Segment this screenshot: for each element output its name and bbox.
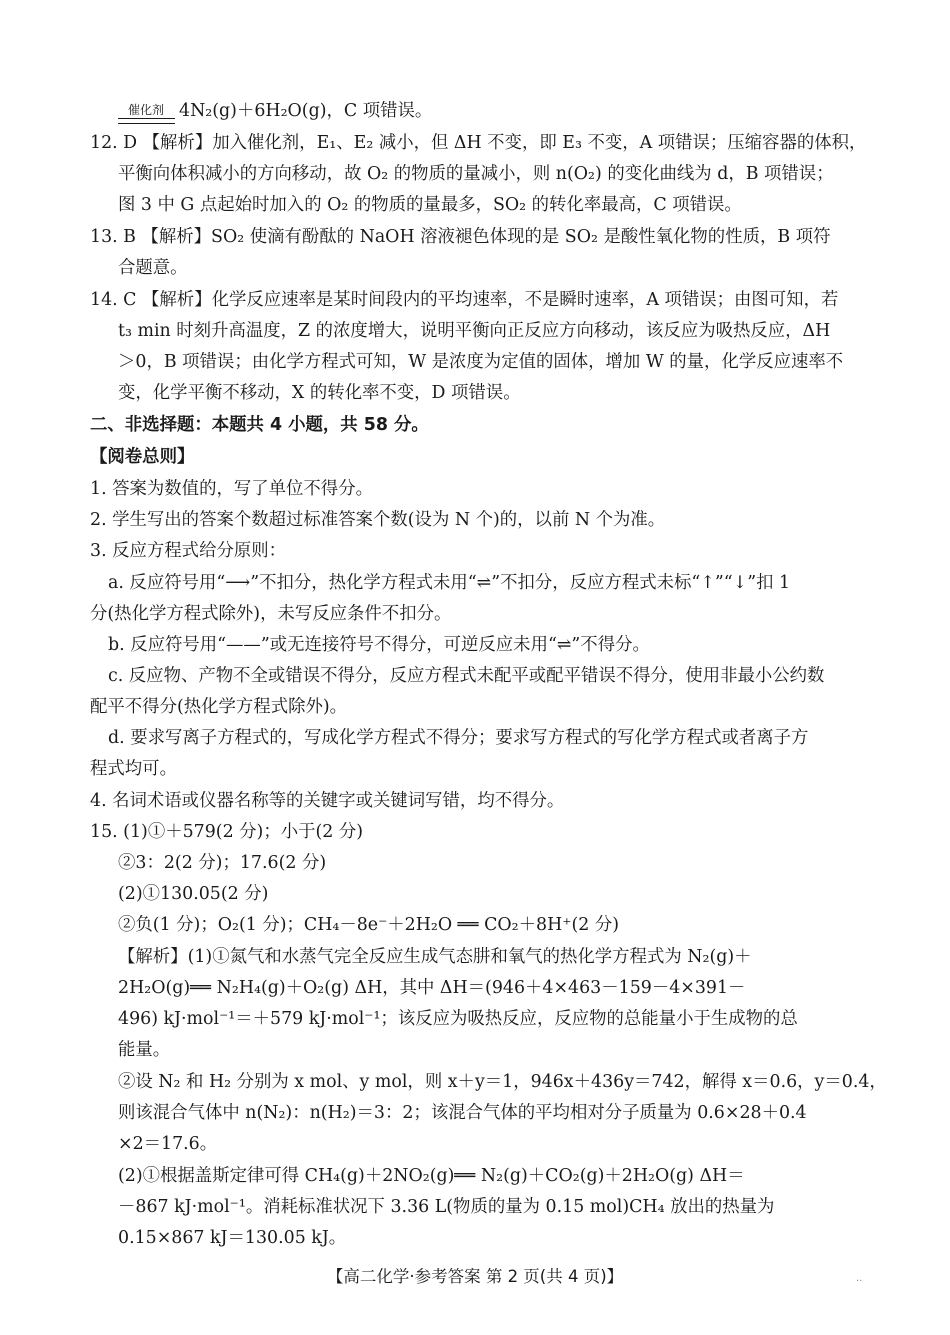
equation-equals-sign [118,118,175,124]
text-line: 496) kJ·mol⁻¹＝＋579 kJ·mol⁻¹；该反应为吸热反应，反应物的总能量小于生成物的总 [118,1009,798,1029]
text-line: 3. 反应方程式给分原则： [90,541,287,561]
text-line: 【阅卷总则】 [90,447,195,467]
text-line: 平衡向体积减小的方向移动，故 O₂ 的物质的量减小，则 n(O₂) 的变化曲线为 d，B 项错误； [118,164,834,184]
footer-dots: .. [856,1273,863,1284]
text-line: ②设 N₂ 和 H₂ 分别为 x mol、y mol，则 x＋y＝1，946x＋436y＝742，解得 x＝0.6，y＝0.4， [118,1072,887,1092]
text-line: 13. B 【解析】SO₂ 使滴有酚酞的 NaOH 溶液褪色体现的是 SO₂ 是酸性氧化物的性质，B 项符 [90,227,831,247]
text-line: 14. C 【解析】化学反应速率是某时间段内的平均速率，不是瞬时速率，A 项错误；由图可知，若 [90,290,839,310]
text-line: 变，化学平衡不移动，X 的转化率不变，D 项错误。 [118,383,521,403]
text-line: t₃ min 时刻升高温度，Z 的浓度增大，说明平衡向正反应方向移动，该反应为吸热反应，ΔH [118,321,831,341]
text-line: 2H₂O(g)══ N₂H₄(g)＋O₂(g) ΔH，其中 ΔH＝(946＋4×463－159－4×391－ [118,978,746,998]
catalyst-label: 催化剂 [128,103,165,117]
text-line: a. 反应符号用“⟶”不扣分，热化学方程式未用“⇌”不扣分，反应方程式未标“↑”“↓”扣 1 [108,573,791,593]
text-line: 0.15×867 kJ＝130.05 kJ。 [118,1228,347,1248]
text-line: 分(热化学方程式除外)，未写反应条件不扣分。 [90,604,452,624]
text-line: 合题意。 [118,258,188,278]
text-line: 4. 名词术语或仪器名称等的关键字或关键词写错，均不得分。 [90,791,565,811]
text-line: 12. D 【解析】加入催化剂，E₁、E₂ 减小，但 ΔH 不变，即 E₃ 不变，A 项错误；压缩容器的体积， [90,133,867,153]
text-line: c. 反应物、产物不全或错误不得分，反应方程式未配平或配平错误不得分，使用非最小公约数 [108,666,825,686]
text-line: －867 kJ·mol⁻¹。消耗标准状况下 3.36 L(物质的量为 0.15 mol)CH₄ 放出的热量为 [118,1197,775,1217]
text-line: ②负(1 分)；O₂(1 分)；CH₄－8e⁻＋2H₂O ══ CO₂＋8H⁺(2 分) [118,915,620,935]
text-line: 2. 学生写出的答案个数超过标准答案个数(设为 N 个)的，以前 N 个为准。 [90,510,666,530]
text-line: (2)①根据盖斯定律可得 CH₄(g)＋2NO₂(g)══ N₂(g)＋CO₂(g)＋2H₂O(g) ΔH＝ [118,1166,745,1186]
text-line: ②3：2(2 分)；17.6(2 分) [118,853,327,873]
text-line: 二、非选择题：本题共 4 小题，共 58 分。 [90,415,429,435]
text-line: ×2＝17.6。 [118,1134,218,1154]
text-line: 程式均可。 [90,759,177,779]
text-line: 则该混合气体中 n(N₂)：n(H₂)＝3：2；该混合气体的平均相对分子质量为 0.6×28＋0.4 [118,1103,807,1123]
text-line: d. 要求写离子方程式的，写成化学方程式不得分；要求写方程式的写化学方程式或者离子方 [108,728,809,748]
text-line: 【解析】(1)①氮气和水蒸气完全反应生成气态肼和氧气的热化学方程式为 N₂(g)＋ [118,947,752,967]
text-line: 15. (1)①＋579(2 分)；小于(2 分) [90,822,364,842]
text-line: (2)①130.05(2 分) [118,884,269,904]
text-line: 4N₂(g)＋6H₂O(g)，C 项错误。 [179,101,433,121]
text-line: 能量。 [118,1040,171,1060]
text-line: ＞0，B 项错误；由化学方程式可知，W 是浓度为定值的固体，增加 W 的量，化学反应速率不 [118,352,844,372]
text-line: 1. 答案为数值的，写了单位不得分。 [90,479,373,499]
text-line: 配平不得分(热化学方程式除外)。 [90,697,348,717]
page-footer: 【高二化学·参考答案 第 2 页(共 4 页)】 [326,1267,624,1286]
text-line: b. 反应符号用“——”或无连接符号不得分，可逆反应未用“⇌”不得分。 [108,635,650,655]
text-line: 图 3 中 G 点起始时加入的 O₂ 的物质的量最多，SO₂ 的转化率最高，C 项错误。 [118,195,742,215]
